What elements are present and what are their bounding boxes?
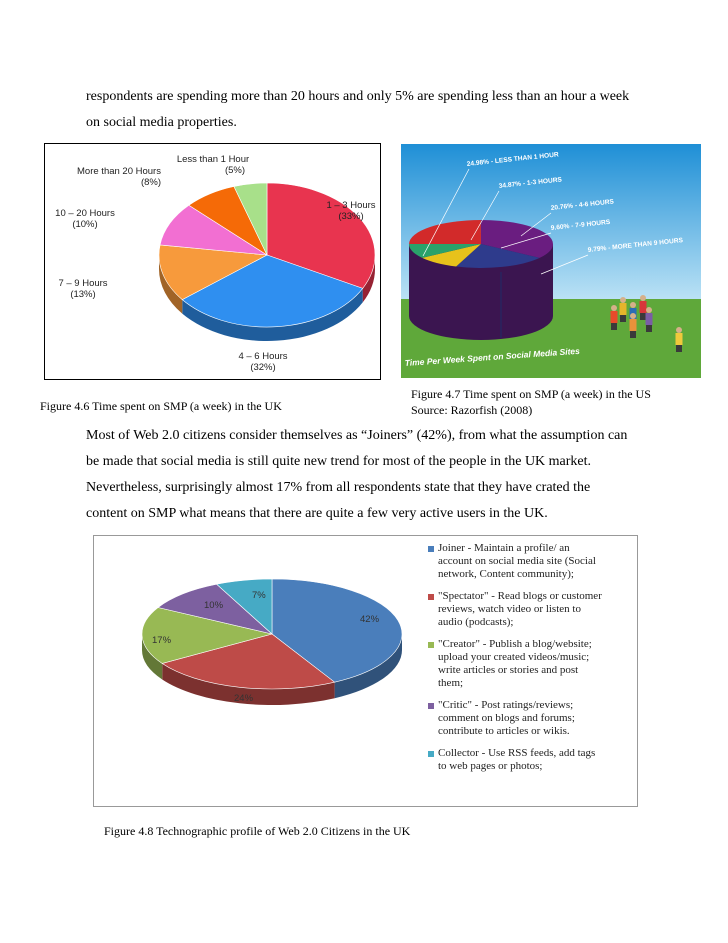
techno-pie-label: 24% [234, 693, 254, 704]
uk-pie-label: (8%) [140, 177, 162, 188]
legend-swatch [428, 546, 434, 552]
techno-pie-label: 17% [152, 635, 172, 646]
uk-pie-label: (13%) [70, 289, 96, 300]
legend-label-line: to web pages or photos; [438, 760, 543, 772]
legend-label-line: "Creator" - Publish a blog/website; [438, 638, 592, 650]
legend-label-line: Collector - Use RSS feeds, add tags [438, 747, 596, 759]
uk-pie-label: (5%) [224, 165, 246, 176]
legend-label-line: them; [438, 677, 464, 689]
body-line: Most of Web 2.0 citizens consider themselves as “Joiners” (42%), from what the assumption can [86, 428, 628, 443]
figure-4-8-caption: Figure 4.8 Technographic profile of Web 2.0 Citizens in the UK [104, 824, 411, 838]
person-figure-body [611, 311, 618, 323]
uk-pie-chart [45, 144, 380, 379]
person-figure-head [640, 295, 646, 301]
body-line: Nevertheless, surprisingly almost 17% from all respondents state that they have crated the [86, 480, 591, 495]
us-pie-chart [401, 144, 701, 378]
person-figure-legs [611, 323, 617, 330]
person-figure-head [646, 307, 652, 313]
legend-item [428, 747, 633, 773]
intro-line: on social media properties. [86, 115, 237, 130]
figure-4-6-caption: Figure 4.6 Time spent on SMP (a week) in the UK [40, 399, 282, 413]
person-figure-body [630, 319, 637, 331]
uk-pie-label: 7 – 9 Hours [58, 278, 108, 289]
person-figure-head [630, 313, 636, 319]
person-figure-body [676, 333, 683, 345]
person-figure-head [676, 327, 682, 333]
technographic-pie-chart [94, 536, 424, 806]
techno-pie-label: 42% [360, 614, 380, 625]
legend-swatch [428, 703, 434, 709]
legend-item [428, 699, 633, 738]
figure-4-7-source: Source: Razorfish (2008) [411, 403, 533, 417]
us-pie-label: 9.60% - 7-9 HOURS [550, 218, 611, 232]
intro-line: respondents are spending more than 20 hours and only 5% are spending less than an hour a week [86, 89, 630, 104]
uk-pie-label: More than 20 Hours [77, 166, 161, 177]
uk-pie-label: (32%) [250, 362, 276, 373]
uk-pie-label: 10 – 20 Hours [55, 208, 115, 219]
legend-swatch [428, 594, 434, 600]
legend-label-line: audio (podcasts); [438, 616, 514, 628]
us-pie-label: 34.87% - 1-3 HOURS [498, 176, 563, 190]
legend-label-line: comment on blogs and forums; [438, 712, 575, 724]
legend-label-line: contribute to articles or wikis. [438, 725, 570, 737]
legend-label-line: "Critic" - Post ratings/reviews; [438, 699, 574, 711]
uk-pie-label: Less than 1 Hour [176, 154, 250, 165]
uk-pie-chart-box [44, 143, 381, 380]
technographic-chart-box [93, 535, 638, 807]
legend-label-line: network, Content community); [438, 568, 574, 580]
us-pie-label: 20.76% - 4-6 HOURS [550, 198, 615, 212]
technographic-legend [428, 542, 633, 782]
legend-label [438, 590, 602, 629]
legend-label [438, 638, 592, 690]
person-figure-body [640, 301, 647, 313]
legend-swatch [428, 751, 434, 757]
legend-label [438, 747, 595, 773]
person-figure-legs [630, 331, 636, 338]
techno-pie-label: 7% [252, 590, 266, 601]
legend-label-line: account on social media site (Social [438, 555, 596, 567]
us-chart-image [401, 144, 701, 378]
person-figure-legs [640, 313, 646, 320]
legend-item [428, 638, 633, 690]
body-line: content on SMP what means that there are quite a few very active users in the UK. [86, 506, 548, 521]
person-figure-legs [676, 345, 682, 352]
legend-label [438, 542, 596, 581]
person-figure-head [620, 297, 626, 303]
legend-label [438, 699, 575, 738]
person-figure-head [611, 305, 617, 311]
legend-item [428, 590, 633, 629]
us-pie-label: 9.79% - MORE THAN 9 HOURS [587, 237, 684, 254]
legend-label-line: "Spectator" - Read blogs or customer [438, 590, 602, 602]
legend-label-line: write articles or stories and post [438, 664, 579, 676]
body-paragraph [86, 423, 642, 527]
legend-item [428, 542, 633, 581]
figure-4-7-caption-line: Figure 4.7 Time spent on SMP (a week) in the US [411, 387, 651, 401]
legend-swatch [428, 642, 434, 648]
uk-pie-label: (10%) [72, 219, 98, 230]
intro-paragraph [86, 84, 646, 136]
person-figure-body [646, 313, 653, 325]
uk-pie-label: 1 – 3 Hours [326, 200, 376, 211]
person-figure-legs [646, 325, 652, 332]
legend-label-line: Joiner - Maintain a profile/ an [438, 542, 570, 554]
person-figure-head [630, 302, 636, 308]
figure-4-7-caption [411, 386, 651, 418]
us-pie-label: 24.98% - LESS THAN 1 HOUR [466, 151, 560, 168]
techno-pie-label: 10% [204, 600, 224, 611]
uk-pie-label: (33%) [338, 211, 364, 222]
us-image-title: Time Per Week Spent on Social Media Sites [404, 345, 581, 368]
person-figure-legs [620, 315, 626, 322]
legend-label-line: upload your created videos/music; [438, 651, 590, 663]
uk-pie-label: 4 – 6 Hours [238, 351, 288, 362]
legend-label-line: reviews, watch video or listen to [438, 603, 581, 615]
person-figure-body [620, 303, 627, 315]
body-line: be made that social media is still quite new trend for most of the people in the UK market. [86, 454, 592, 469]
